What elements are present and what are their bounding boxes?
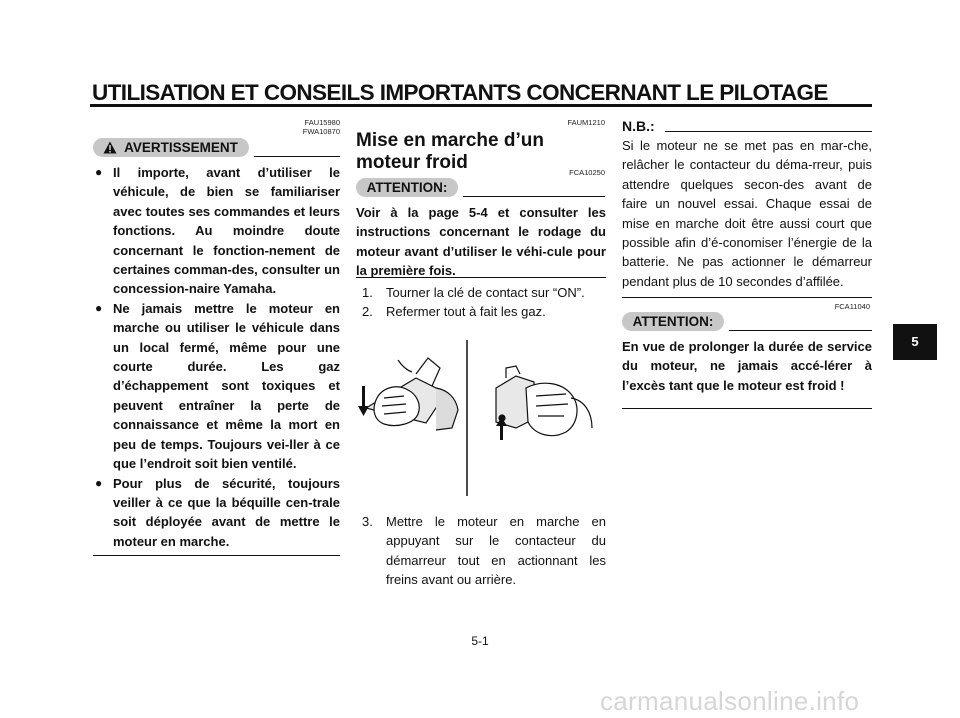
- nb-end-rule: [622, 297, 872, 298]
- right-hand-starter-illustration: [496, 366, 592, 436]
- nb-label: N.B.:: [622, 118, 655, 134]
- list-item: 2. Refermer tout à fait les gaz.: [362, 304, 546, 320]
- steps-list-a: [356, 283, 606, 322]
- warning-end-rule: [93, 555, 340, 556]
- attention-text: Voir à la page 5-4 et consulter les instructions concernant le rodage du moteur avant d’utiliser le véhi-cule pour la première fois.: [356, 205, 606, 279]
- code-fau: FAU15980: [304, 118, 340, 127]
- page-header-title: UTILISATION ET CONSEILS IMPORTANTS CONCERNANT LE PILOTAGE: [92, 80, 828, 105]
- nb-rule: [665, 131, 872, 132]
- attention-banner: [356, 178, 458, 197]
- list-item: ● Ne jamais mettre le moteur en marche ou utiliser le véhicule dans un local fermé, même pour une courte durée. Les gaz d’échappement sont toxiques et peuvent entraîner la perte de connaissance et même la mort en peu de temps. Toujours vei-ller à ce que l’endroit soit bien ventilé.: [95, 300, 340, 472]
- attention-end-rule: [356, 277, 606, 278]
- list-item: 3. Mettre le moteur en marche en appuyant sur le contacteur du démarreur tout en actionnant les freins avant ou arrière.: [362, 514, 606, 588]
- code-fwa: FWA10870: [302, 127, 340, 136]
- bullet-icon: ●: [95, 300, 103, 315]
- list-item: 1. Tourner la clé de contact sur “ON”.: [362, 285, 585, 300]
- watermark: carmanualsonline.info: [600, 686, 860, 716]
- bullet-icon: ●: [95, 165, 103, 179]
- attention-label: ATTENTION:: [366, 180, 448, 195]
- warning-list: [95, 163, 340, 551]
- attention-end-rule-2: [622, 408, 872, 409]
- header-rule: [90, 104, 872, 107]
- code-fca-2: FCA11040: [834, 302, 870, 311]
- bullet-icon: ●: [95, 475, 103, 490]
- warning-label: AVERTISSEMENT: [124, 140, 238, 155]
- attention-label-2: ATTENTION:: [632, 314, 714, 329]
- list-item: ● Il importe, avant d’utiliser le véhicule, de bien se familiariser avec toutes ses commandes et leurs fonctions. Au moindre doute concernant le fonction-nement de certaines comman-des, consulter un concession-naire Yamaha.: [95, 165, 340, 297]
- chapter-tab: 5: [893, 324, 937, 360]
- section-heading: Mise en marche d’un moteur froid: [356, 130, 544, 173]
- code-fca-1: FCA10250: [569, 168, 605, 177]
- attention-banner-2: [622, 312, 724, 331]
- illustration: [356, 338, 606, 498]
- nb-text: Si le moteur ne se met pas en mar-che, relâcher le contacteur du déma-rreur, puis attendre quelques secon-des avant de faire un nouvel essai. Chaque essai de mise en marche doit être aussi court que possible afin d’é-conomiser l’énergie de la batterie. Ne pas actionner le démarreur pendant plus de 10 secondes d’affilée.: [622, 138, 872, 289]
- list-item: ● Pour plus de sécurité, toujours veiller à ce que la béquille cen-trale soit déployée avant de mettre le moteur en marche.: [95, 475, 340, 549]
- attention-rule-2: [729, 330, 872, 331]
- steps-list-b: [356, 512, 606, 590]
- down-arrow-icon: [358, 386, 369, 416]
- code-faum: FAUM1210: [567, 118, 605, 127]
- warning-banner: [93, 138, 249, 157]
- left-hand-throttle-illustration: [366, 358, 458, 430]
- attention-text-2: En vue de prolonger la durée de service du moteur, ne jamais accé-lérer à l’excès tant que le moteur est froid !: [622, 339, 872, 393]
- attention-rule: [463, 196, 605, 197]
- page-number: 5-1: [471, 634, 489, 648]
- warning-rule: [254, 156, 340, 157]
